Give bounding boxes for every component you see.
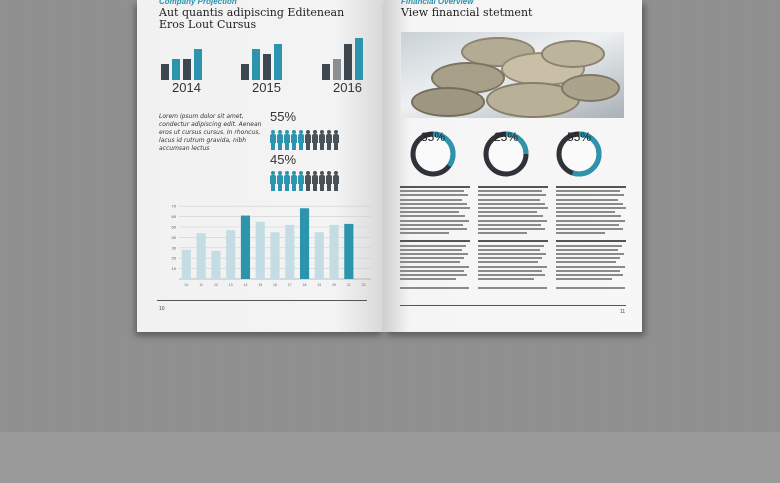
text-line bbox=[400, 228, 467, 230]
mini-bar-group-2015 bbox=[241, 30, 282, 80]
person-icon bbox=[277, 130, 283, 150]
x-tick-label: 17 bbox=[287, 283, 292, 287]
person-icon bbox=[319, 130, 325, 150]
text-line bbox=[400, 232, 449, 234]
mini-bar bbox=[172, 59, 180, 80]
y-tick-label: 60 bbox=[171, 214, 176, 220]
text-line bbox=[556, 194, 624, 196]
text-line bbox=[400, 270, 464, 272]
x-tick-label: 11 bbox=[199, 283, 203, 287]
right-page bbox=[384, 0, 642, 332]
text-line bbox=[478, 270, 542, 272]
text-line bbox=[556, 249, 618, 251]
text-line bbox=[400, 190, 464, 192]
text-line bbox=[556, 274, 623, 276]
text-line bbox=[478, 257, 542, 259]
mini-bar bbox=[183, 59, 191, 80]
x-tick-label: 15 bbox=[258, 283, 263, 287]
stat-1-people-icons bbox=[270, 130, 339, 150]
person-icon bbox=[333, 130, 339, 150]
text-line bbox=[400, 266, 469, 268]
mini-bar bbox=[344, 44, 352, 80]
person-icon bbox=[326, 171, 332, 191]
text-line bbox=[400, 278, 456, 280]
text-line bbox=[556, 207, 626, 209]
section-title-right: Financial Overview bbox=[401, 0, 474, 6]
person-icon bbox=[284, 171, 290, 191]
donut-2 bbox=[482, 130, 530, 178]
x-tick-label: 12 bbox=[213, 283, 218, 287]
text-line bbox=[478, 278, 534, 280]
text-line bbox=[478, 240, 548, 242]
footer-rule-left bbox=[157, 300, 367, 301]
text-line bbox=[400, 253, 468, 255]
text-line bbox=[478, 194, 546, 196]
bar-21 bbox=[344, 224, 353, 279]
text-line bbox=[400, 245, 466, 247]
mini-bar bbox=[194, 49, 202, 80]
coin bbox=[561, 74, 620, 102]
y-tick-label: 10 bbox=[171, 266, 176, 272]
x-tick-label: 14 bbox=[243, 283, 248, 287]
text-line bbox=[556, 266, 625, 268]
bar-18 bbox=[300, 208, 309, 279]
text-line bbox=[400, 282, 435, 284]
x-tick-label: 20 bbox=[332, 283, 337, 287]
y-tick-label: 50 bbox=[171, 224, 176, 230]
text-line bbox=[400, 249, 462, 251]
text-line bbox=[478, 261, 538, 263]
text-line bbox=[478, 266, 547, 268]
x-tick-label: 19 bbox=[317, 283, 322, 287]
text-line bbox=[556, 257, 620, 259]
y-tick-label: 40 bbox=[171, 234, 176, 240]
person-icon bbox=[270, 171, 276, 191]
text-line bbox=[556, 245, 622, 247]
text-line bbox=[400, 211, 459, 213]
coins-photo bbox=[401, 32, 624, 118]
text-line bbox=[478, 186, 548, 188]
text-line bbox=[478, 199, 540, 201]
text-line bbox=[400, 215, 465, 217]
text-line bbox=[556, 240, 626, 242]
bar-chart-svg bbox=[165, 191, 375, 289]
text-line bbox=[478, 228, 545, 230]
donut-1-label: 35% bbox=[420, 130, 446, 144]
person-icon bbox=[333, 171, 339, 191]
text-line bbox=[556, 220, 625, 222]
text-line bbox=[400, 236, 435, 238]
text-line bbox=[478, 224, 541, 226]
coin bbox=[541, 40, 605, 68]
bar-13 bbox=[226, 230, 235, 279]
mini-bar-group-2016 bbox=[322, 30, 363, 80]
y-tick-label: 20 bbox=[171, 255, 176, 261]
text-line bbox=[556, 253, 624, 255]
text-line bbox=[400, 203, 467, 205]
text-line bbox=[556, 287, 625, 289]
text-line bbox=[556, 282, 591, 284]
person-icon bbox=[291, 171, 297, 191]
text-line bbox=[400, 186, 470, 188]
text-line bbox=[400, 261, 460, 263]
mini-bar bbox=[333, 59, 341, 80]
person-icon bbox=[312, 171, 318, 191]
text-line bbox=[556, 232, 605, 234]
text-line bbox=[478, 282, 513, 284]
bar-16 bbox=[270, 232, 279, 279]
person-icon bbox=[305, 171, 311, 191]
stat-1-label: 55% bbox=[270, 109, 297, 124]
mini-bar bbox=[241, 64, 249, 80]
x-tick-label: 18 bbox=[302, 283, 307, 287]
year-label-2014: 2014 bbox=[172, 80, 201, 95]
text-line bbox=[556, 215, 621, 217]
bar-chart bbox=[165, 191, 375, 289]
donut-1 bbox=[409, 130, 457, 178]
y-tick-label: 30 bbox=[171, 245, 176, 251]
stat-2-people-icons bbox=[270, 171, 339, 191]
heading-line-2: Eros Lout Cursus bbox=[159, 18, 257, 31]
bar-19 bbox=[315, 232, 324, 279]
text-line bbox=[556, 190, 620, 192]
text-line bbox=[556, 211, 615, 213]
year-label-2016: 2016 bbox=[333, 80, 362, 95]
mini-bar bbox=[322, 64, 330, 80]
heading-line-1: Aut quantis adipiscing Editenean bbox=[159, 6, 345, 19]
text-line bbox=[400, 199, 462, 201]
bar-20 bbox=[329, 225, 338, 279]
intro-paragraph: Lorem ipsum dolor sit amet, condectur adipiscing edit. Aenean eros ut cursus cursus. In rhoncus, lacus id rutrum gravida, nibh accumsan lectus bbox=[159, 113, 262, 152]
table-surface bbox=[0, 432, 780, 483]
mini-bar bbox=[252, 49, 260, 80]
x-tick-label: 10 bbox=[184, 283, 189, 287]
x-tick-label: 13 bbox=[228, 283, 233, 287]
left-page bbox=[137, 0, 384, 332]
person-icon bbox=[284, 130, 290, 150]
person-icon bbox=[277, 171, 283, 191]
text-line bbox=[478, 203, 545, 205]
donut-3 bbox=[555, 130, 603, 178]
text-column-2 bbox=[478, 186, 548, 291]
person-icon bbox=[312, 130, 318, 150]
right-subtitle: View financial stetment bbox=[401, 6, 533, 19]
text-line bbox=[556, 261, 616, 263]
text-line bbox=[400, 207, 470, 209]
text-line bbox=[556, 228, 623, 230]
text-line bbox=[478, 232, 527, 234]
donut-3-label: 55% bbox=[566, 130, 592, 144]
x-tick-label: 22 bbox=[361, 283, 366, 287]
coin bbox=[411, 87, 485, 117]
text-column-1 bbox=[400, 186, 470, 291]
footer-rule-right bbox=[400, 305, 626, 306]
section-title-left: Company Projection bbox=[159, 0, 237, 6]
text-line bbox=[478, 220, 547, 222]
text-line bbox=[400, 240, 470, 242]
text-line bbox=[556, 236, 591, 238]
text-line bbox=[478, 236, 513, 238]
bar-15 bbox=[256, 222, 265, 279]
stat-2-label: 45% bbox=[270, 152, 297, 167]
text-line bbox=[556, 224, 619, 226]
mini-bar bbox=[355, 38, 363, 80]
text-line bbox=[400, 274, 467, 276]
mini-bar-group-2014 bbox=[161, 30, 202, 80]
text-line bbox=[400, 220, 469, 222]
text-line bbox=[478, 253, 546, 255]
text-line bbox=[478, 215, 543, 217]
text-line bbox=[478, 287, 547, 289]
person-icon bbox=[319, 171, 325, 191]
person-icon bbox=[291, 130, 297, 150]
page-number-right: 11 bbox=[620, 309, 626, 315]
text-line bbox=[478, 211, 537, 213]
text-line bbox=[478, 207, 548, 209]
y-tick-label: 70 bbox=[171, 203, 176, 209]
bar-14 bbox=[241, 216, 250, 279]
mini-bar bbox=[161, 64, 169, 80]
text-line bbox=[556, 199, 618, 201]
text-line bbox=[478, 274, 545, 276]
page-number-left: 10 bbox=[159, 306, 165, 312]
person-icon bbox=[326, 130, 332, 150]
bar-11 bbox=[197, 233, 206, 279]
x-tick-label: 21 bbox=[346, 283, 351, 287]
bar-17 bbox=[285, 225, 294, 279]
x-tick-label: 16 bbox=[273, 283, 277, 287]
person-icon bbox=[298, 171, 304, 191]
person-icon bbox=[298, 130, 304, 150]
text-line bbox=[556, 270, 620, 272]
text-line bbox=[400, 257, 464, 259]
mini-bar bbox=[274, 44, 282, 80]
text-line bbox=[478, 249, 540, 251]
bar-10 bbox=[182, 250, 191, 279]
bar-12 bbox=[211, 251, 220, 279]
text-line bbox=[400, 287, 469, 289]
person-icon bbox=[270, 130, 276, 150]
mini-bar bbox=[263, 54, 271, 80]
year-label-2015: 2015 bbox=[252, 80, 281, 95]
text-line bbox=[400, 194, 468, 196]
text-column-3 bbox=[556, 186, 626, 291]
text-line bbox=[556, 186, 626, 188]
text-line bbox=[556, 203, 623, 205]
text-line bbox=[556, 278, 612, 280]
person-icon bbox=[305, 130, 311, 150]
donut-2-label: 25% bbox=[493, 130, 519, 144]
text-line bbox=[400, 224, 463, 226]
text-line bbox=[478, 190, 542, 192]
text-line bbox=[478, 245, 544, 247]
